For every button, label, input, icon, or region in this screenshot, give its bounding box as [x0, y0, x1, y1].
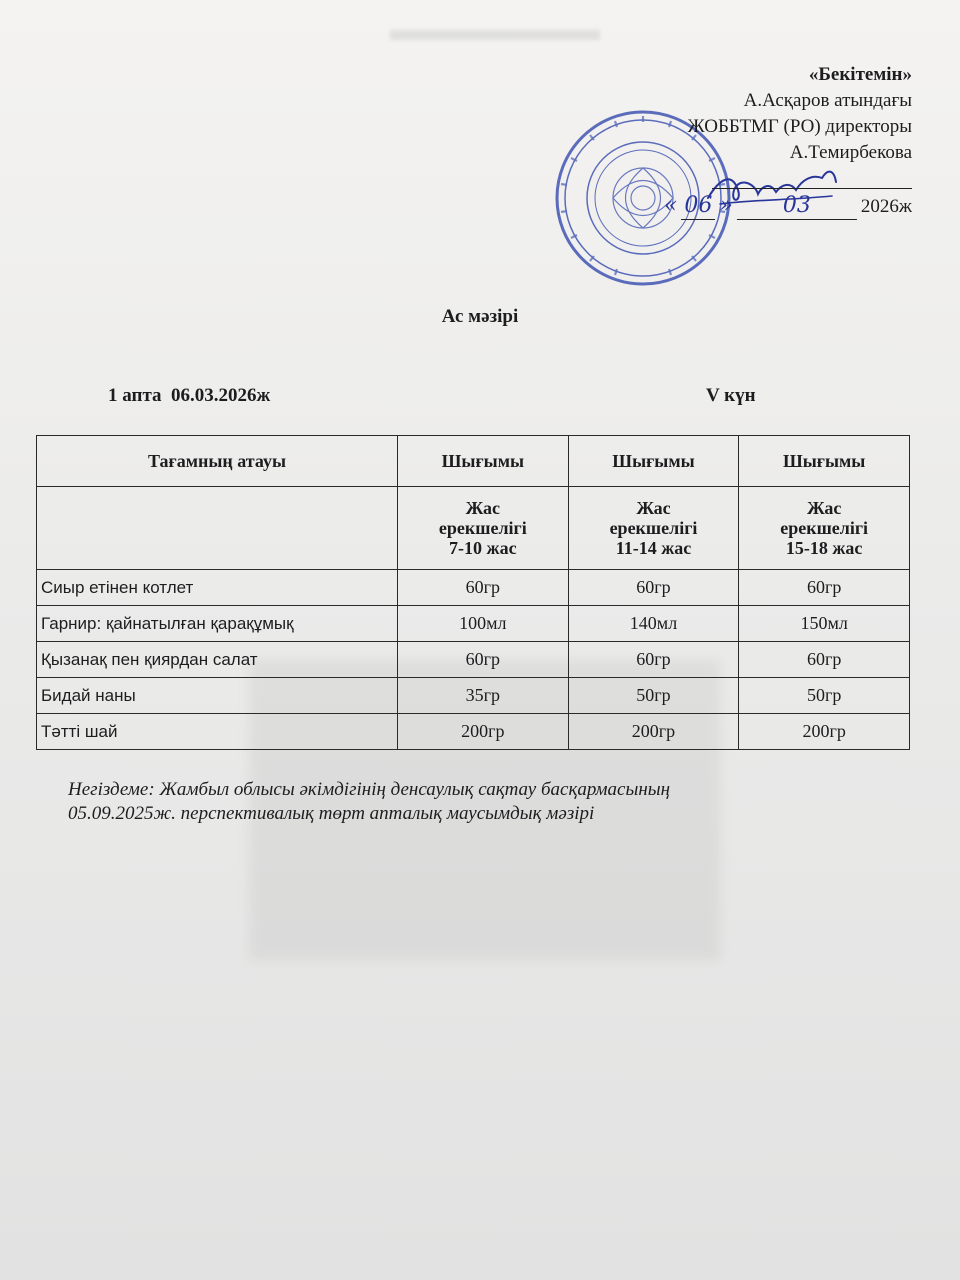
yield-value: 50гр	[739, 678, 910, 714]
menu-table	[36, 435, 910, 750]
basis-line-2: 05.09.2025ж. перспективалық төрт апталық маусымдық мәзірі	[68, 803, 595, 824]
yield-value: 60гр	[739, 570, 910, 606]
yield-value: 200гр	[568, 714, 739, 750]
yield-value: 150мл	[739, 606, 910, 642]
table-row	[37, 606, 910, 642]
age-group-11-14	[568, 487, 739, 570]
age-group-range: 11-14 жас	[615, 538, 692, 558]
show-through-mark	[390, 30, 600, 40]
yield-value: 60гр	[568, 570, 739, 606]
table-row	[37, 678, 910, 714]
document-title: Ас мәзірі	[441, 306, 519, 327]
yield-value: 140мл	[568, 606, 739, 642]
basis-note	[68, 778, 868, 826]
table-header-row	[37, 436, 910, 487]
age-group-15-18	[739, 487, 910, 570]
approval-heading: «Бекітемін»	[808, 64, 912, 85]
approval-line-school: А.Асқаров атындағы	[743, 90, 912, 111]
date-year: 2026ж	[860, 196, 912, 217]
yield-value: 50гр	[568, 678, 739, 714]
show-through-text	[96, 1058, 896, 1092]
header-yield-1: Шығымы	[398, 436, 569, 487]
approval-date	[582, 193, 912, 220]
yield-value: 60гр	[739, 642, 910, 678]
yield-value: 60гр	[398, 570, 569, 606]
date-quote-close: »	[719, 193, 733, 218]
date-quote-open: «	[663, 193, 678, 218]
dish-name: Гарнир: қайнатылған қарақұмық	[37, 606, 398, 642]
dish-name: Тәтті шай	[37, 714, 398, 750]
day-label: V күн	[706, 385, 756, 406]
week-date: 1 апта 06.03.2026ж	[108, 385, 271, 406]
age-group-label: ерекшелігі	[609, 518, 698, 538]
basis-line-1: Негіздеме: Жамбыл облысы әкімдігінің денсаулық сақтау басқармасының	[68, 779, 671, 800]
age-group-label: ерекшелігі	[780, 518, 869, 538]
age-group-7-10	[398, 487, 569, 570]
yield-value: 200гр	[398, 714, 569, 750]
age-group-label: Жас	[465, 498, 500, 518]
age-group-label: Жас	[636, 498, 671, 518]
table-row	[37, 570, 910, 606]
header-dish-name: Тағамның атауы	[37, 436, 398, 487]
dish-name: Қызанақ пен қиярдан салат	[37, 642, 398, 678]
yield-value: 35гр	[398, 678, 569, 714]
age-group-range: 15-18 жас	[785, 538, 863, 558]
header-yield-3: Шығымы	[739, 436, 910, 487]
dish-name: Сиыр етінен котлет	[37, 570, 398, 606]
date-day: 06	[681, 193, 715, 220]
age-group-row	[37, 487, 910, 570]
yield-value: 60гр	[398, 642, 569, 678]
yield-value: 100мл	[398, 606, 569, 642]
table-row	[37, 642, 910, 678]
age-group-range: 7-10 жас	[449, 538, 517, 558]
signature-line	[712, 166, 912, 189]
dish-name: Бидай наны	[37, 678, 398, 714]
date-month: 03	[737, 193, 857, 220]
approval-block	[582, 62, 912, 220]
approval-line-position: ЖОББТМГ (РО) директоры	[687, 116, 912, 137]
age-group-label: ерекшелігі	[438, 518, 527, 538]
table-row	[37, 714, 910, 750]
approval-line-director-name: А.Темирбекова	[789, 142, 912, 163]
yield-value: 200гр	[739, 714, 910, 750]
yield-value: 60гр	[568, 642, 739, 678]
age-group-label: Жас	[806, 498, 842, 518]
age-group-empty-cell	[37, 487, 398, 570]
header-yield-2: Шығымы	[568, 436, 739, 487]
